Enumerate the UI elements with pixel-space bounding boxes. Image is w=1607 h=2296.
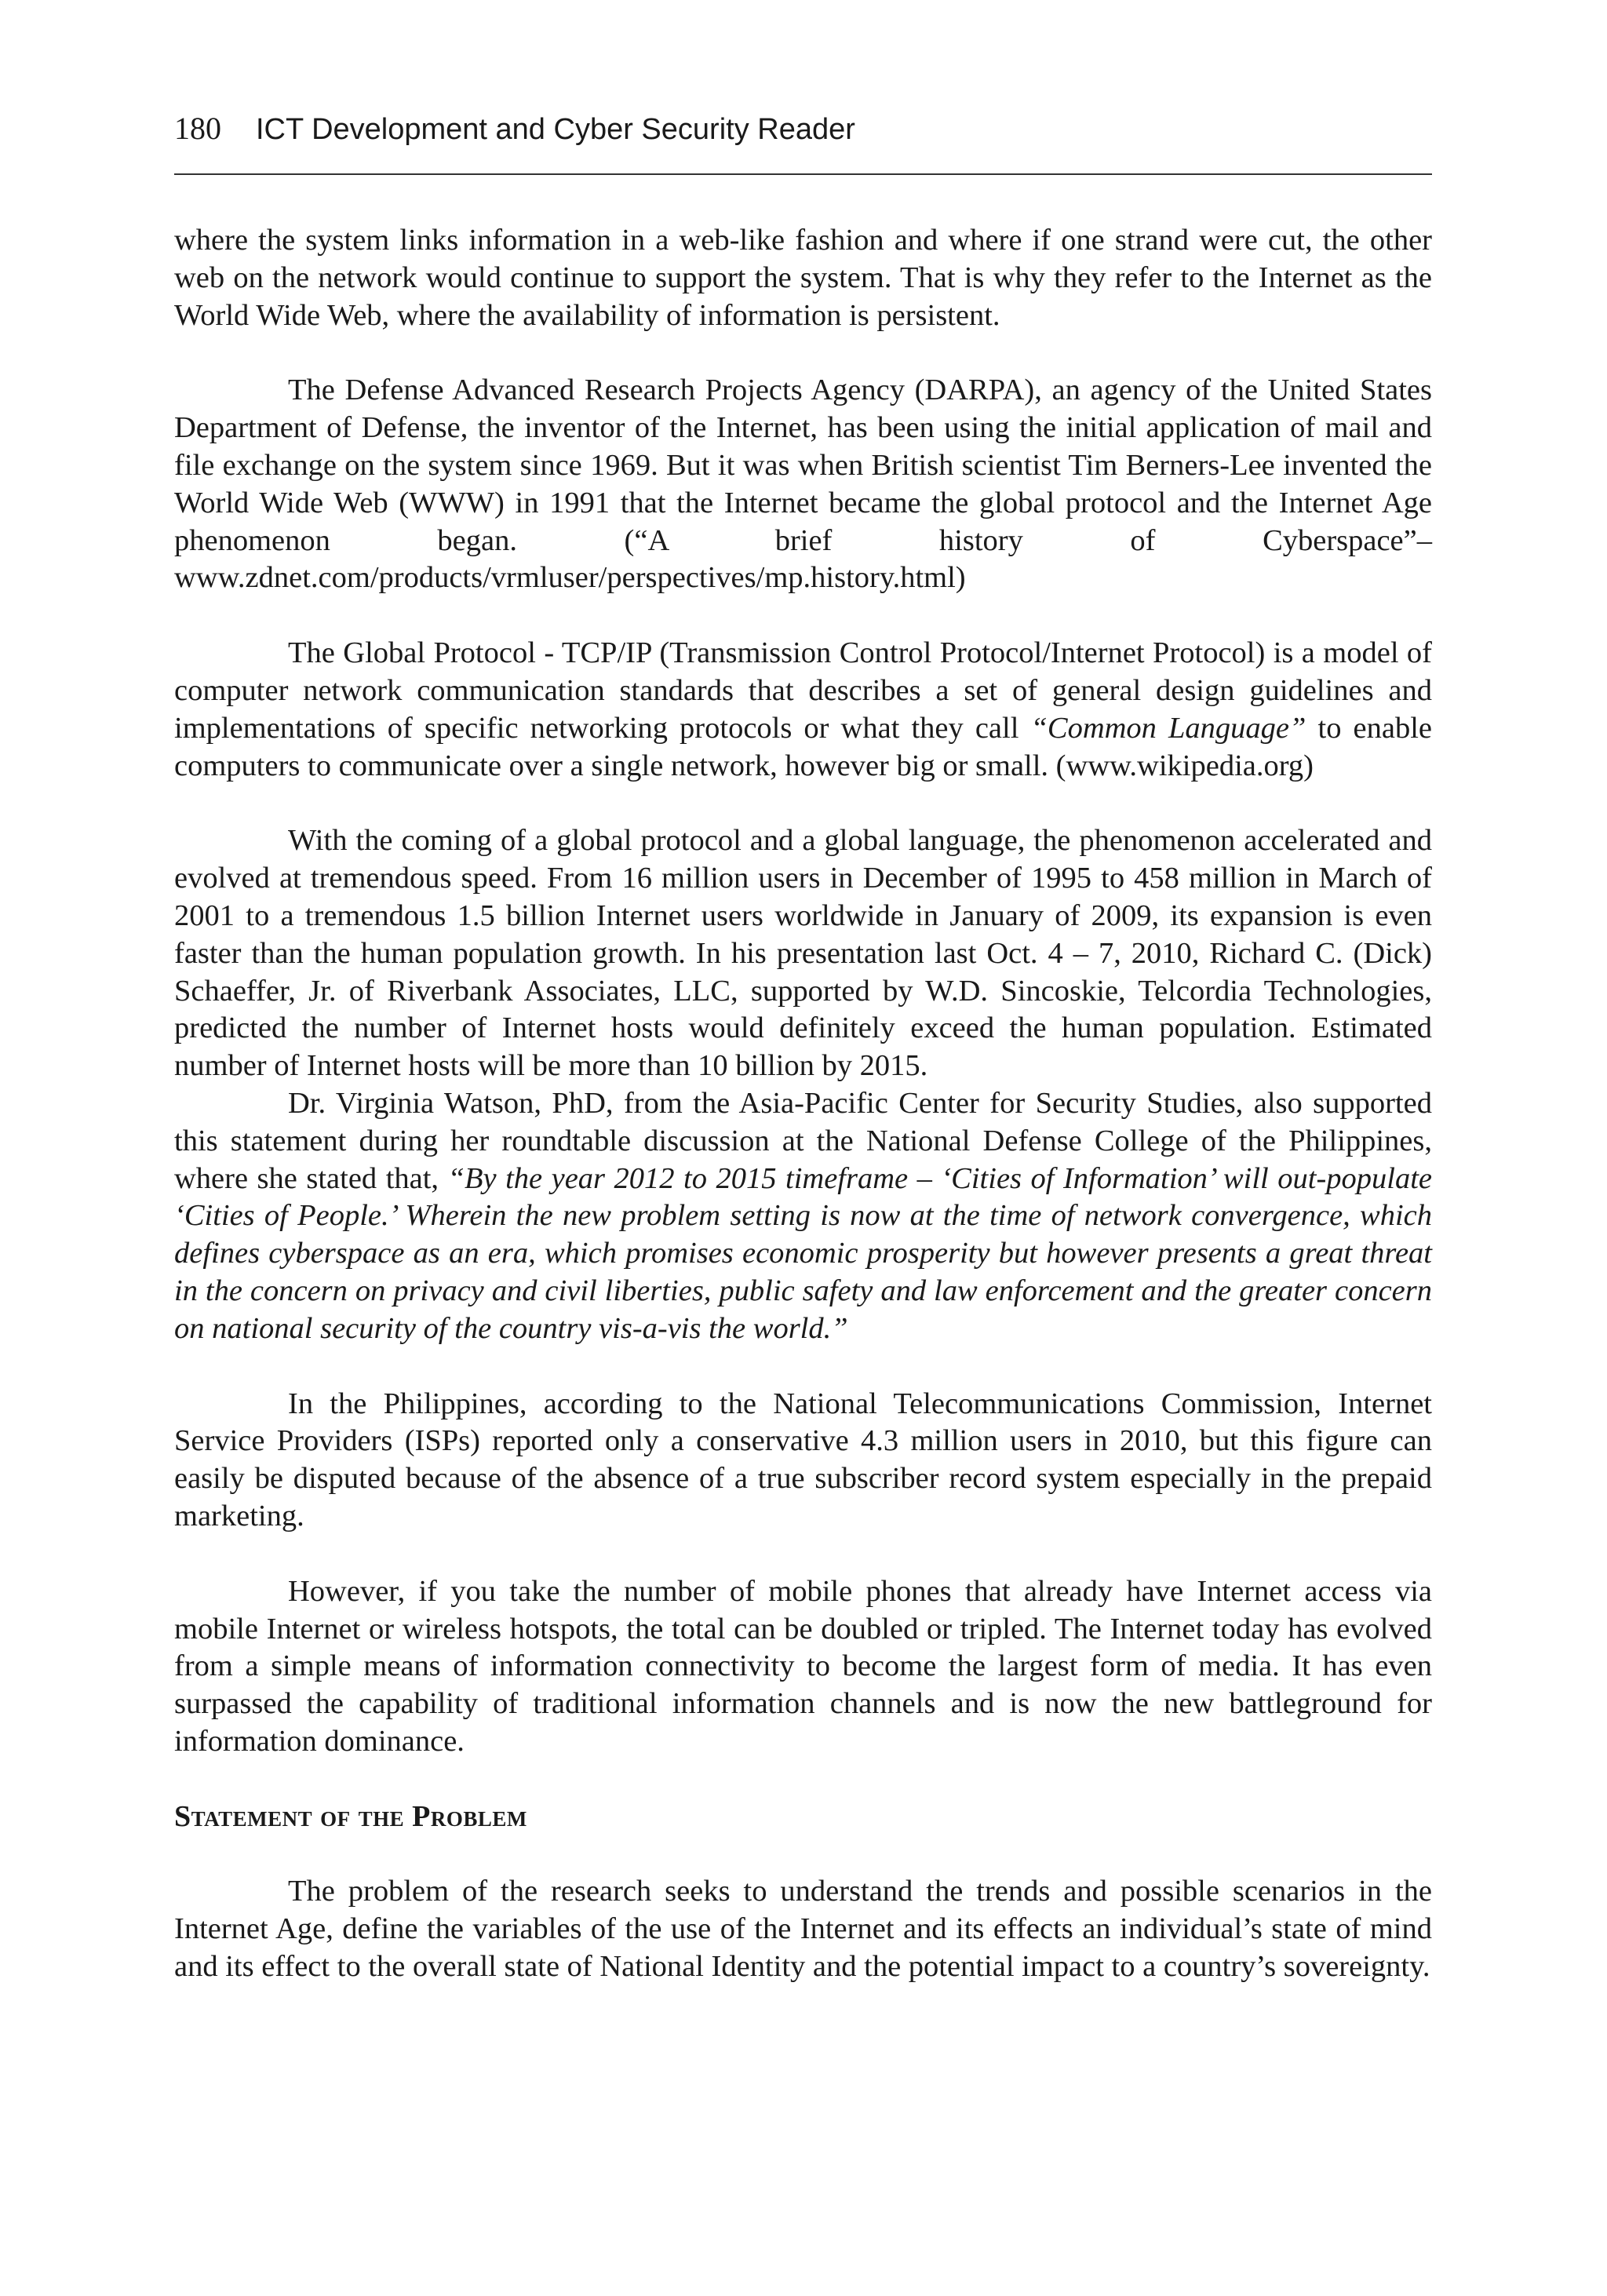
paragraph-4: With the coming of a global protocol and a global language, the phenomenon accelerated and evolved at tremendous speed. From 16 million users in December of 1995 to 458 million in March of 2001 to a tremendous 1.5 billion Internet users worldwide in January of 2009, its expansion is even faster than the human population growth. In his presentation last Oct. 4 – 7, 2010, Richard C. (Dick) Schaeffer, Jr. of Riverbank Associates, LLC, supported by W.D. Sincoskie, Telcordia Technologies, predicted the number of Internet hosts would definitely exceed the human population. Estimated number of Internet hosts will be more than 10 billion by 2015. bbox=[174, 824, 1432, 1083]
paragraph-8: The problem of the research seeks to understand the trends and possible scenarios in the Internet Age, define the variables of the use of the Internet and its effects an individual’s state of mind and its effect to the overall state of National Identity and the potential impact to a country’s sovereignty. bbox=[174, 1875, 1432, 1984]
running-title: ICT Development and Cyber Security Reader bbox=[256, 113, 855, 146]
paragraph-3-italic: “Common Language” bbox=[1030, 711, 1306, 745]
paragraph-5 bbox=[174, 1085, 1432, 1348]
paragraph-7: However, if you take the number of mobile phones that already have Internet access via mobile Internet or wireless hotspots, the total can be doubled or tripled. The Internet today has evolved from a simple means of information connectivity to become the largest form of media. It has even surpassed the capability of traditional information channels and is now the new battleground for information dominance. bbox=[174, 1574, 1432, 1758]
page-header bbox=[174, 110, 1432, 149]
paragraph-2: The Defense Advanced Research Projects Agency (DARPA), an agency of the United States Department of Defense, the inventor of the Internet, has been using the initial application of mail and file exchange on the system since 1969. But it was when British scientist Tim Berners-Lee invented the World Wide Web (WWW) in 1991 that the Internet became the global protocol and the Internet Age phenomenon began. (“A brief history of Cyberspace”– www.zdnet.com/products/vrmluser/perspectives/mp.history.html) bbox=[174, 374, 1432, 595]
paragraph-3-text-a: The Global Protocol - TCP/IP (Transmission Control Protocol/Internet Protocol) is a model of computer network communication standards that describes a set of general design guidelines and implementations of specific networking protocols or what they call bbox=[174, 636, 1432, 745]
paragraph-5-text: Dr. Virginia Watson, PhD, from the Asia-Pacific Center for Security Studies, also supported this statement during her roundtable discussion at the National Defense College of the Philippines, where she stated that, bbox=[174, 1086, 1432, 1195]
section-heading: Statement of the Problem bbox=[174, 1799, 527, 1833]
paragraph-6: In the Philippines, according to the National Telecommunications Commission, Internet Service Providers (ISPs) reported only a conservative 4.3 million users in 2010, but this figure can easily be disputed because of the absence of a true subscriber record system especially in the prepaid marketing. bbox=[174, 1387, 1432, 1532]
paragraph-3 bbox=[174, 635, 1432, 785]
paragraph-5-quote: “By the year 2012 to 2015 timeframe – ‘Cities of Information’ will out-populate ‘Cities of People.’ Wherein the new problem setting is now at the time of network convergence, which defines cyberspace as an era, which promises economic prosperity but however presents a great threat in the concern on privacy and civil liberties, public safety and law enforcement and the greater concern on national security of the country vis-a-vis the world.” bbox=[174, 1161, 1433, 1345]
header-rule bbox=[174, 173, 1432, 175]
page-number: 180 bbox=[174, 111, 221, 146]
paragraph-1: where the system links information in a web-like fashion and where if one strand were cut, the other web on the network would continue to support the system. That is why they refer to the Internet as the World Wide Web, where the availability of information is persistent. bbox=[174, 224, 1432, 332]
body-text bbox=[174, 222, 1432, 1986]
paragraph-3-text-b: to enable computers to communicate over a single network, however big or small. (www.wikipedia.org) bbox=[174, 711, 1432, 782]
